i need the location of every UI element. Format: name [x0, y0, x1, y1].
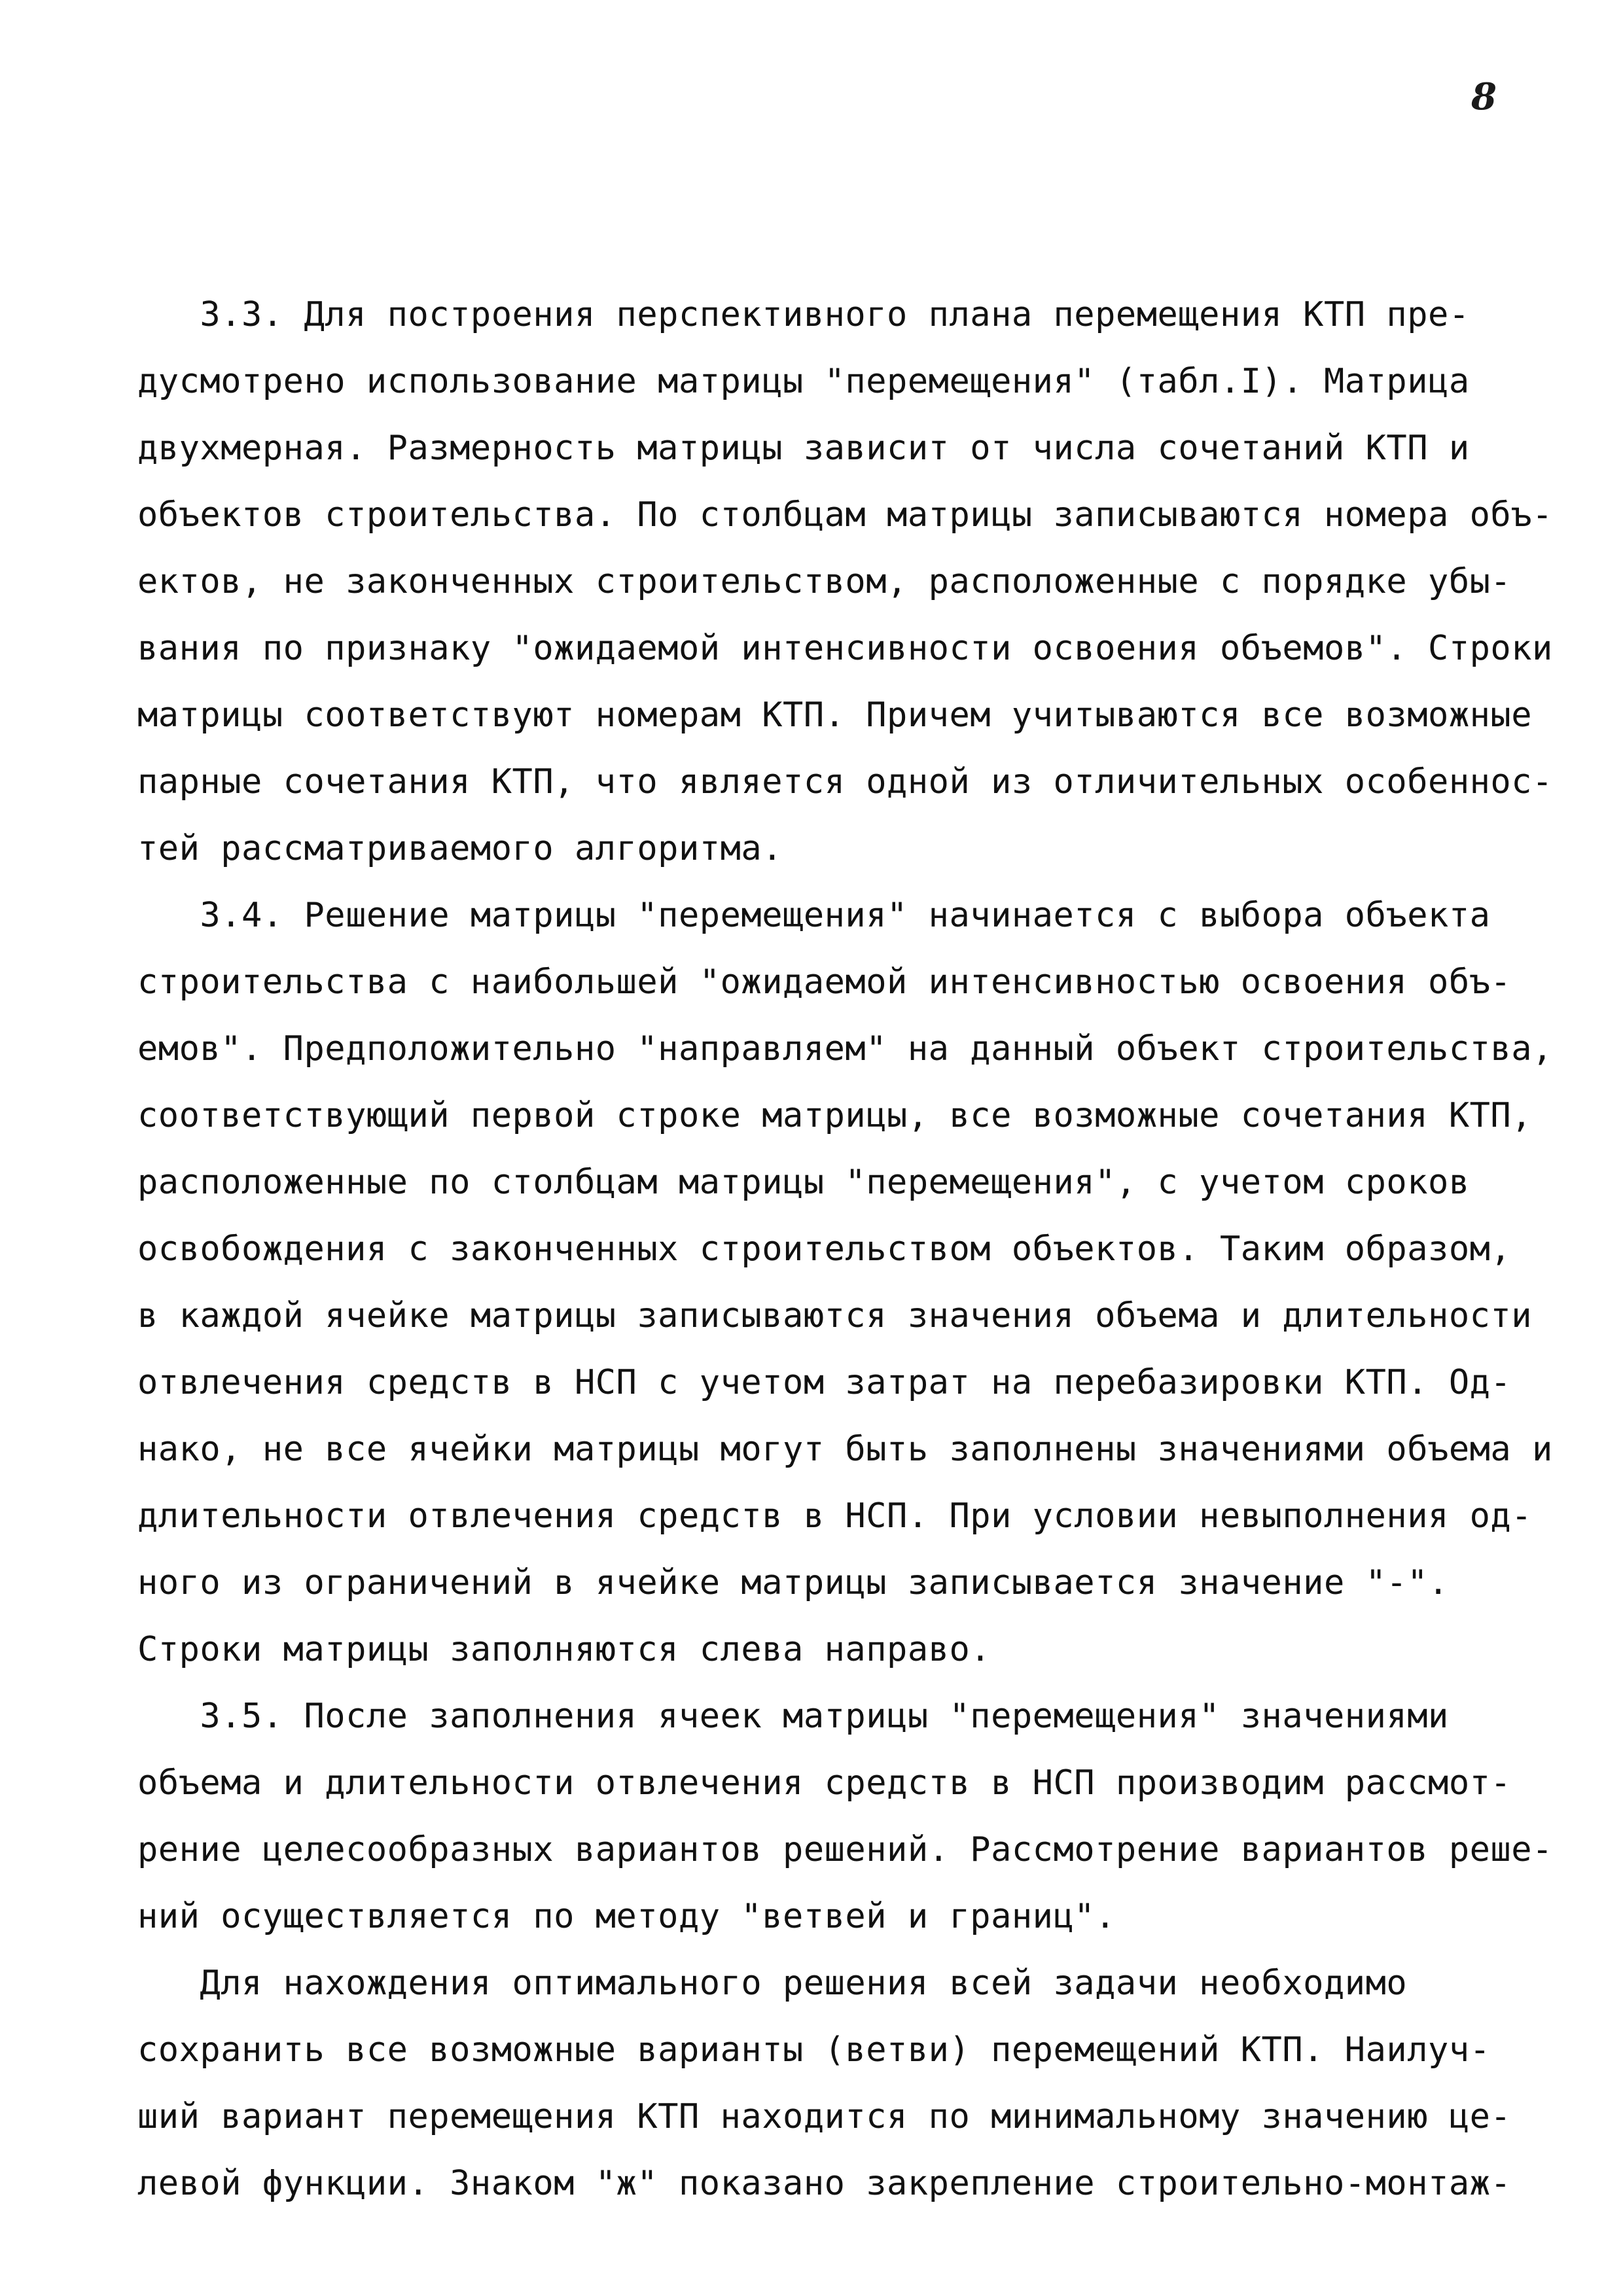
text-line: ний осуществляется по методу "ветвей и границ". [137, 1897, 1116, 1936]
text-line: объема и длительности отвлечения средств в НСП производим рассмот- [137, 1763, 1512, 1803]
text-line: отвлечения средств в НСП с учетом затрат на перебазировки КТП. Од- [137, 1363, 1512, 1402]
text-line: рение целесообразных вариантов решений. Рассмотрение вариантов реше- [137, 1830, 1553, 1869]
text-line: в каждой ячейке матрицы записываются значения объема и длительности [137, 1296, 1533, 1335]
text-line: 3.4. Решение матрицы "перемещения" начинается с выбора объекта [137, 896, 1491, 935]
text-line: объектов строительства. По столбцам матрицы записываются номера объ- [137, 495, 1553, 535]
text-line: парные сочетания КТП, что является одной из отличительных особеннос- [137, 762, 1553, 802]
text-line: дусмотрено использование матрицы "перемещения" (табл.I). Матрица [137, 362, 1470, 401]
text-line: расположенные по столбцам матрицы "перемещения", с учетом сроков [137, 1163, 1470, 1202]
text-line: ший вариант перемещения КТП находится по минимальному значению це- [137, 2097, 1512, 2136]
text-line: нако, не все ячейки матрицы могут быть заполнены значениями объема и [137, 1430, 1553, 1469]
text-line: 3.5. После заполнения ячеек матрицы "перемещения" значениями [137, 1697, 1449, 1736]
page-number: 8 [1471, 75, 1497, 118]
text-line: тей рассматриваемого алгоритма. [137, 829, 783, 868]
text-line: освобождения с законченных строительством объектов. Таким образом, [137, 1229, 1512, 1269]
text-line: двухмерная. Размерность матрицы зависит от числа сочетаний КТП и [137, 429, 1470, 468]
text-line: соответствующий первой строке матрицы, все возможные сочетания КТП, [137, 1096, 1533, 1135]
text-line: ного из ограничений в ячейке матрицы записывается значение "-". [137, 1563, 1449, 1602]
text-line: Для нахождения оптимального решения всей задачи необходимо [137, 1964, 1408, 2003]
text-line: ектов, не законченных строительством, расположенные с порядке убы- [137, 562, 1512, 601]
text-line: вания по признаку "ожидаемой интенсивности освоения объемов". Строки [137, 629, 1553, 668]
text-line: матрицы соответствуют номерам КТП. Причем учитываются все возможные [137, 696, 1533, 735]
text-line: Строки матрицы заполняются слева направо. [137, 1630, 991, 1669]
text-line: строительства с наибольшей "ожидаемой интенсивностью освоения объ- [137, 963, 1512, 1002]
text-line: левой функции. Знаком "ж" показано закрепление строительно-монтаж- [137, 2164, 1512, 2203]
text-line: сохранить все возможные варианты (ветви) перемещений КТП. Наилуч- [137, 2030, 1491, 2070]
text-line: емов". Предположительно "направляем" на данный объект строительства, [137, 1029, 1553, 1069]
text-line: длительности отвлечения средств в НСП. При условии невыполнения од- [137, 1496, 1533, 1536]
text-line: 3.3. Для построения перспективного плана перемещения КТП пре- [137, 295, 1470, 334]
document-body [137, 281, 1553, 2217]
